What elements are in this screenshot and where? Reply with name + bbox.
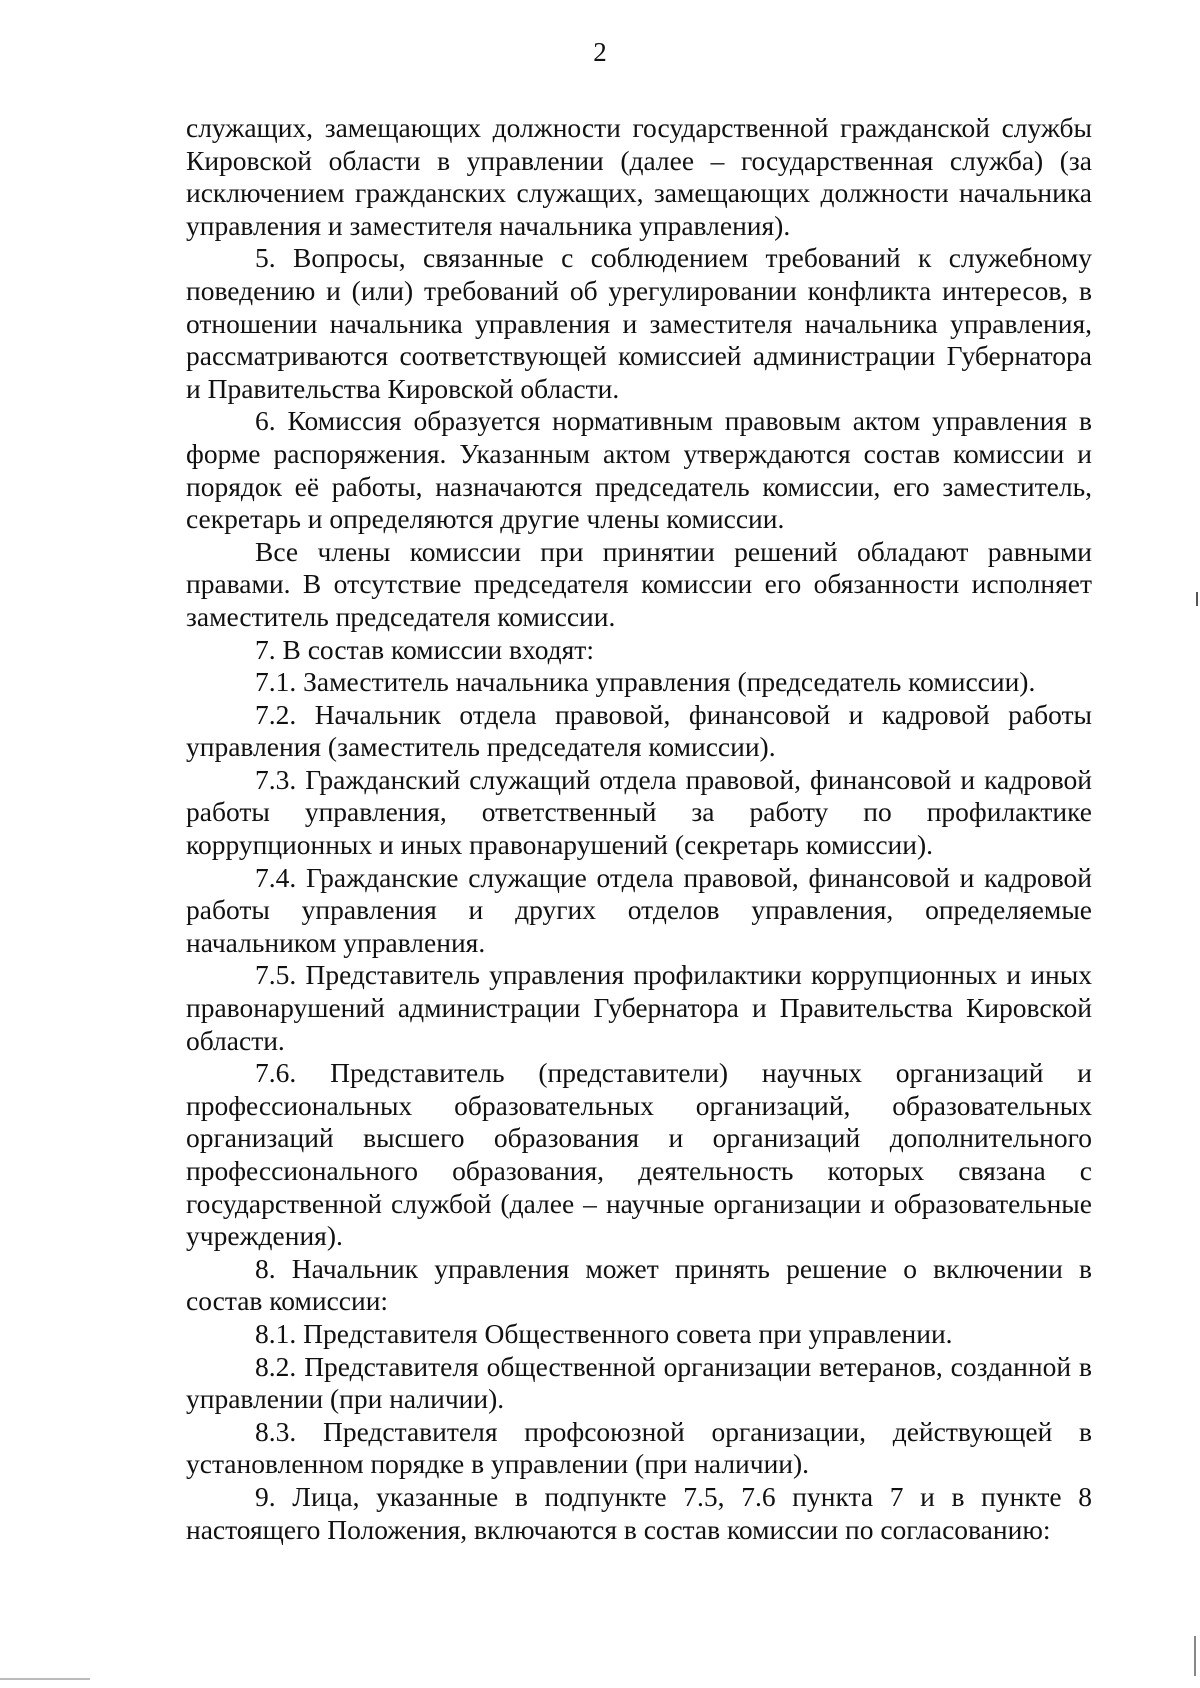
paragraph-8-2: 8.2. Представителя общественной организации ветеранов, созданной в управлении (при наличии). <box>186 1350 1092 1415</box>
paragraph-8-1: 8.1. Представителя Общественного совета при управлении. <box>255 1317 953 1349</box>
paragraph-6: 6. Комиссия образуется нормативным правовым актом управления в форме распоряжения. Указанным актом утверждаются состав комиссии и порядок её работы, назначаются председатель комиссии, его заместитель, секретарь и определяются другие члены комиссии. <box>186 405 1092 535</box>
scan-artifact-right <box>1196 592 1198 606</box>
paragraph-8-3: 8.3. Представителя профсоюзной организации, действующей в установленном порядке в управлении (при наличии). <box>186 1415 1092 1480</box>
paragraph-7: 7. В состав комиссии входят: <box>255 633 594 665</box>
page-number: 2 <box>593 37 607 67</box>
document-body <box>186 112 1092 1546</box>
paragraph-7-2: 7.2. Начальник отдела правовой, финансовой и кадровой работы управления (заместитель председателя комиссии). <box>186 698 1092 763</box>
paragraph-5: 5. Вопросы, связанные с соблюдением требований к служебному поведению и (или) требований об урегулировании конфликта интересов, в отношении начальника управления и заместителя начальника управления, рассматриваются соответствующей комиссией администрации Губернатора и Правительства Кировской области. <box>186 242 1092 404</box>
paragraph-9: 9. Лица, указанные в подпункте 7.5, 7.6 пункта 7 и в пункте 8 настоящего Положения, включаются в состав комиссии по согласованию: <box>186 1480 1092 1545</box>
paragraph-7-5: 7.5. Представитель управления профилактики коррупционных и иных правонарушений администрации Губернатора и Правительства Кировской области. <box>186 959 1092 1056</box>
paragraph-7-6: 7.6. Представитель (представители) научных организаций и профессиональных образовательных организаций, образовательных организаций высшего образования и организаций дополнительного профессионального образования, деятельность которых связана с государственной службой (далее – научные организации и образовательные учреждения). <box>186 1057 1092 1252</box>
paragraph-7-3: 7.3. Гражданский служащий отдела правовой, финансовой и кадровой работы управления, ответственный за работу по профилактике коррупционных и иных правонарушений (секретарь комиссии). <box>186 763 1092 861</box>
paragraph-8: 8. Начальник управления может принять решение о включении в состав комиссии: <box>186 1252 1092 1317</box>
scan-artifact-bottom-left <box>0 1678 90 1680</box>
paragraph-continuation: служащих, замещающих должности государственной гражданской службы Кировской области в управлении (далее – государственная служба) (за исключением гражданских служащих, замещающих должности начальника управления и заместителя начальника управления). <box>186 112 1092 241</box>
paragraph-7-4: 7.4. Гражданские служащие отдела правовой, финансовой и кадровой работы управления и других отделов управления, определяемые начальником управления. <box>186 861 1092 958</box>
paragraph-6-members: Все члены комиссии при принятии решений обладают равными правами. В отсутствие председателя комиссии его обязанности исполняет заместитель председателя комиссии. <box>186 535 1092 632</box>
paragraph-7-1: 7.1. Заместитель начальника управления (председатель комиссии). <box>255 666 1036 698</box>
scan-artifact-bottom-right <box>1194 1636 1196 1676</box>
